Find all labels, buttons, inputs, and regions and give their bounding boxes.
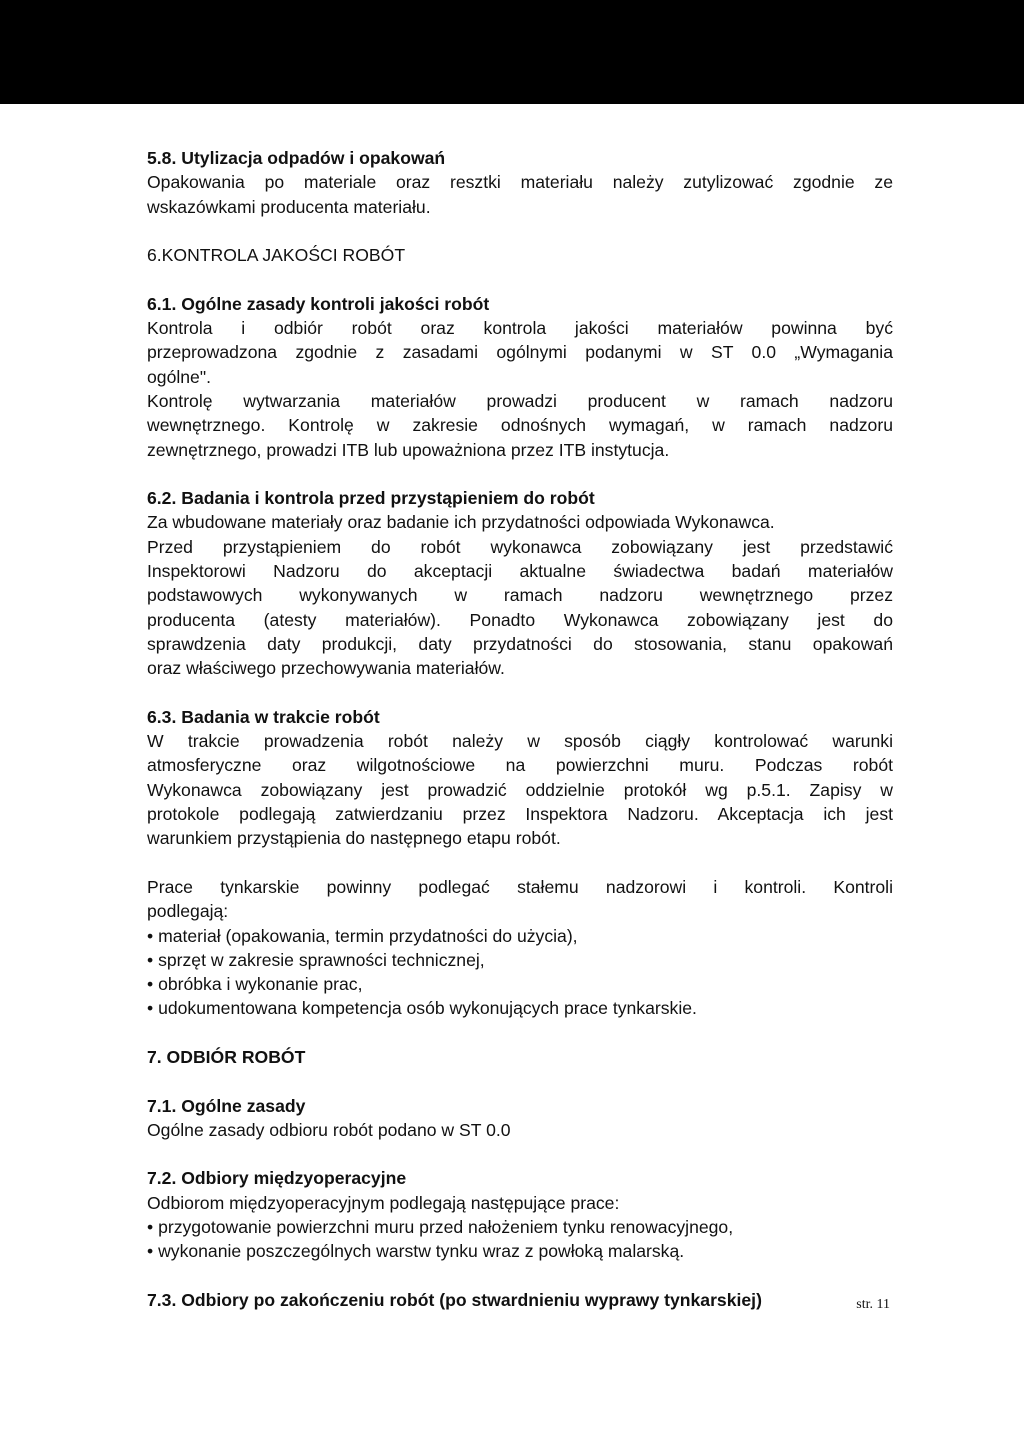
control-list bbox=[147, 924, 893, 1021]
paragraph-line: podstawowych wykonywanych w ramach nadzoru wewnętrznego przez bbox=[147, 585, 893, 606]
heading-7-1: 7.1. Ogólne zasady bbox=[147, 1095, 306, 1116]
paragraph-line: ogólne". bbox=[147, 366, 211, 387]
paragraph-line: W trakcie prowadzenia robót należy w sposób ciągły kontrolować warunki bbox=[147, 731, 893, 752]
list-item: • obróbka i wykonanie prac, bbox=[147, 972, 893, 996]
paragraph-line: wewnętrznego. Kontrolę w zakresie odnośnych wymagań, w ramach nadzoru bbox=[147, 415, 893, 436]
heading-7: 7. ODBIÓR ROBÓT bbox=[147, 1046, 306, 1067]
paragraph-line: Kontrola i odbiór robót oraz kontrola jakości materiałów powinna być bbox=[147, 318, 893, 339]
page-number: str. 11 bbox=[856, 1297, 890, 1312]
paragraph-line: Przed przystąpieniem do robót wykonawca zobowiązany jest przedstawić bbox=[147, 536, 893, 557]
paragraph-line: podlegają: bbox=[147, 901, 229, 922]
list-item: • udokumentowana kompetencja osób wykonujących prace tynkarskie. bbox=[147, 996, 893, 1020]
paragraph-line: wskazówkami producenta materiału. bbox=[147, 196, 431, 217]
heading-6: 6.KONTROLA JAKOŚCI ROBÓT bbox=[147, 245, 406, 266]
heading-7-3: 7.3. Odbiory po zakończeniu robót (po stwardnieniu wyprawy tynkarskiej) bbox=[147, 1289, 762, 1310]
paragraph-line: zewnętrznego, prowadzi ITB lub upoważniona przez ITB instytucja. bbox=[147, 439, 670, 460]
top-black-band bbox=[0, 0, 1024, 104]
paragraph-line: Opakowania po materiale oraz resztki materiału należy zutylizować zgodnie ze bbox=[147, 172, 893, 193]
paragraph-line: sprawdzenia daty produkcji, daty przydatności do stosowania, stanu opakowań bbox=[147, 633, 893, 654]
paragraph-line: Inspektorowi Nadzoru do akceptacji aktualne świadectwa badań materiałów bbox=[147, 561, 893, 582]
list-item: • przygotowanie powierzchni muru przed nałożeniem tynku renowacyjnego, bbox=[147, 1215, 893, 1239]
inspection-list bbox=[147, 1215, 893, 1264]
paragraph-line: Prace tynkarskie powinny podlegać stałemu nadzorowi i kontroli. Kontroli bbox=[147, 876, 893, 897]
heading-5-8: 5.8. Utylizacja odpadów i opakowań bbox=[147, 148, 446, 168]
list-item: • wykonanie poszczególnych warstw tynku wraz z powłoką malarską. bbox=[147, 1239, 893, 1263]
paragraph-line: Za wbudowane materiały oraz badanie ich przydatności odpowiada Wykonawca. bbox=[147, 512, 775, 533]
paragraph-line: Kontrolę wytwarzania materiałów prowadzi producent w ramach nadzoru bbox=[147, 390, 893, 411]
list-item: • sprzęt w zakresie sprawności technicznej, bbox=[147, 948, 893, 972]
paragraph-line: przeprowadzona zgodnie z zasadami ogólnymi podanymi w ST 0.0 „Wymagania bbox=[147, 342, 893, 363]
paragraph-line: Ogólne zasady odbioru robót podano w ST 0.0 bbox=[147, 1119, 511, 1140]
paragraph-line: atmosferyczne oraz wilgotnościowe na powierzchni muru. Podczas robót bbox=[147, 755, 893, 776]
paragraph-line: Odbiorom międzyoperacyjnym podlegają następujące prace: bbox=[147, 1192, 620, 1213]
heading-7-2: 7.2. Odbiory międzyoperacyjne bbox=[147, 1168, 407, 1189]
heading-6-1: 6.1. Ogólne zasady kontroli jakości robót bbox=[147, 293, 490, 314]
paragraph-line: protokole podlegają zatwierdzaniu przez Inspektora Nadzoru. Akceptacja ich jest bbox=[147, 804, 893, 825]
heading-6-2: 6.2. Badania i kontrola przed przystąpieniem do robót bbox=[147, 488, 595, 509]
heading-6-3: 6.3. Badania w trakcie robót bbox=[147, 706, 380, 727]
paragraph-line: Wykonawca zobowiązany jest prowadzić oddzielnie protokół wg p.5.1. Zapisy w bbox=[147, 779, 893, 800]
paragraph-line: oraz właściwego przechowywania materiałów. bbox=[147, 658, 505, 679]
list-item: • materiał (opakowania, termin przydatności do użycia), bbox=[147, 924, 893, 948]
paragraph-line: producenta (atesty materiałów). Ponadto Wykonawca zobowiązany jest do bbox=[147, 609, 893, 630]
paragraph-line: warunkiem przystąpienia do następnego etapu robót. bbox=[147, 828, 561, 849]
document-body bbox=[147, 146, 893, 1312]
